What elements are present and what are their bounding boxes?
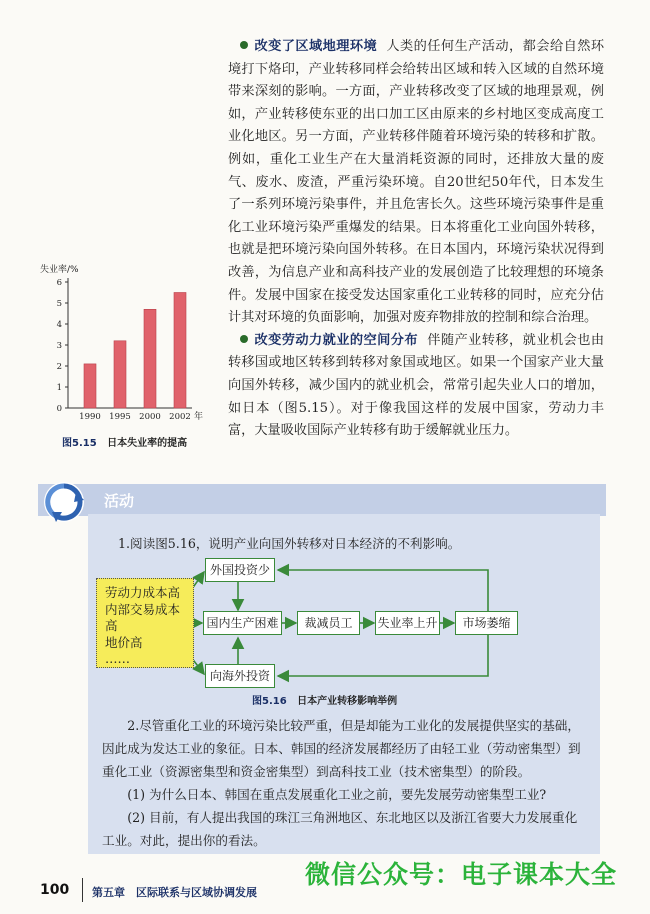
bar <box>84 364 96 408</box>
activity-title: 活动 <box>104 492 135 510</box>
x-tick-label: 2000 <box>139 412 161 422</box>
diagram-caption <box>252 692 397 707</box>
figure-caption: 日本产业转移影响举例 <box>297 696 398 707</box>
bullet-dot <box>240 41 248 49</box>
y-axis-label: 失业率/% <box>40 265 79 275</box>
question-2a-text: (1) 为什么日本、韩国在重点发展重化工业之前，要先发展劳动密集型工业? <box>127 787 547 802</box>
paragraph-heading: 改变了区域地理环境 <box>254 39 378 54</box>
figure-caption: 日本失业率的提高 <box>107 438 188 449</box>
main-text-column <box>228 36 604 443</box>
paragraph-heading: 改变劳动力就业的空间分布 <box>254 332 418 348</box>
y-tick-label: 5 <box>56 299 62 309</box>
cause-line: 内部交易成本高 <box>105 601 181 633</box>
cycle-arrows-icon <box>42 480 86 524</box>
x-tick-label: 1995 <box>109 412 131 422</box>
y-tick-label: 1 <box>56 383 62 393</box>
page-number: 100 <box>40 882 70 898</box>
figure-label: 图5.15 <box>62 438 97 449</box>
y-tick-label: 0 <box>56 404 62 414</box>
paragraph-body: 伴随产业转移，就业机会也由转移国或地区转移到转移对象国或地区。如果一个国家产业大量向国外转移，减少国内的就业机会，常常引起失业人口的增加，如日本（图5.15）。对于像我国这样的发展中国家，劳动力丰富，大量吸收国际产业转移有助于缓解就业压力。 <box>228 332 605 439</box>
cause-line: 劳动力成本高 <box>105 585 181 600</box>
cause-line: 地价高 <box>105 634 143 650</box>
watermark-text: 微信公众号：电子课本大全 <box>305 860 618 889</box>
question-1 <box>118 532 588 555</box>
paragraph-environment <box>228 36 604 330</box>
y-tick-label: 6 <box>56 278 62 288</box>
cause-box <box>96 578 194 668</box>
x-axis-label: 年 <box>194 412 204 422</box>
box-overseas-investment: 向海外投资 <box>205 664 275 688</box>
footer-divider <box>82 878 83 902</box>
question-2 <box>102 714 586 852</box>
box-domestic-difficulty: 国内生产困难 <box>203 611 282 635</box>
bar <box>174 293 186 409</box>
box-market-shrink: 市场萎缩 <box>455 611 518 635</box>
y-tick-label: 2 <box>56 362 62 372</box>
chapter-title: 第五章 区际联系与区域协调发展 <box>92 886 257 899</box>
cause-ellipsis: …… <box>105 651 130 666</box>
bullet-dot <box>240 335 248 343</box>
figure-label: 图5.16 <box>252 696 287 707</box>
question-2b-text: (2) 目前，有人提出我国的珠江三角洲地区、东北地区以及浙江省要大力发展重化工业。对此，提出你的看法。 <box>102 810 578 848</box>
x-tick-label: 2002 <box>169 412 191 422</box>
bar <box>114 341 126 408</box>
paragraph-employment <box>228 330 604 443</box>
question-2-text: 2.尽管重化工业的环境污染比较严重，但是却能为工业化的发展提供坚实的基础，因此成为发达工业的象征。日本、韩国的经济发展都经历了由轻工业（劳动密集型）到重化工业（资源密集型和资金密集型）到高科技工业（技术密集型）的阶段。 <box>102 718 581 779</box>
y-tick-label: 4 <box>56 320 62 330</box>
box-layoffs: 裁减员工 <box>297 611 360 635</box>
paragraph-body: 人类的任何生产活动，都会给自然环境打下烙印，产业转移同样会给转出区域和转入区域的自然环境带来深刻的影响。一方面，产业转移改变了区域的地理景观，例如，产业转移使东亚的出口加工区由原来的乡村地区变成高度工业化地区。另一方面，产业转移伴随着环境污染的转移和扩散。例如，重化工业生产在大量消耗资源的同时，还排放大量的废气、废水、废渣，严重污染环境。自20世纪50年代，日本发生了一系列环境污染事件，并且危害长久。这些环境污染事件是重化工业环境污染严重爆发的结果。日本将重化工业向国外转移，也就是把环境污染向国外转移。在日本国内，环境污染状况得到改善，为信息产业和高科技产业的发展创造了比较理想的环境条件。发展中国家在接受发达国家重化工业转移的同时，应充分估计其对环境的负面影响，加强对废弃物排放的控制和综合治理。 <box>228 39 605 326</box>
bar <box>144 309 156 408</box>
question-1-text: 1.阅读图5.16，说明产业向国外转移对日本经济的不利影响。 <box>118 536 461 551</box>
box-unemployment-rise: 失业率上升 <box>375 611 440 635</box>
unemployment-bar-chart <box>40 258 210 430</box>
x-tick-label: 1990 <box>79 412 101 422</box>
chart-caption <box>62 434 187 449</box>
box-foreign-investment: 外国投资少 <box>205 558 275 582</box>
y-tick-label: 3 <box>56 341 62 351</box>
